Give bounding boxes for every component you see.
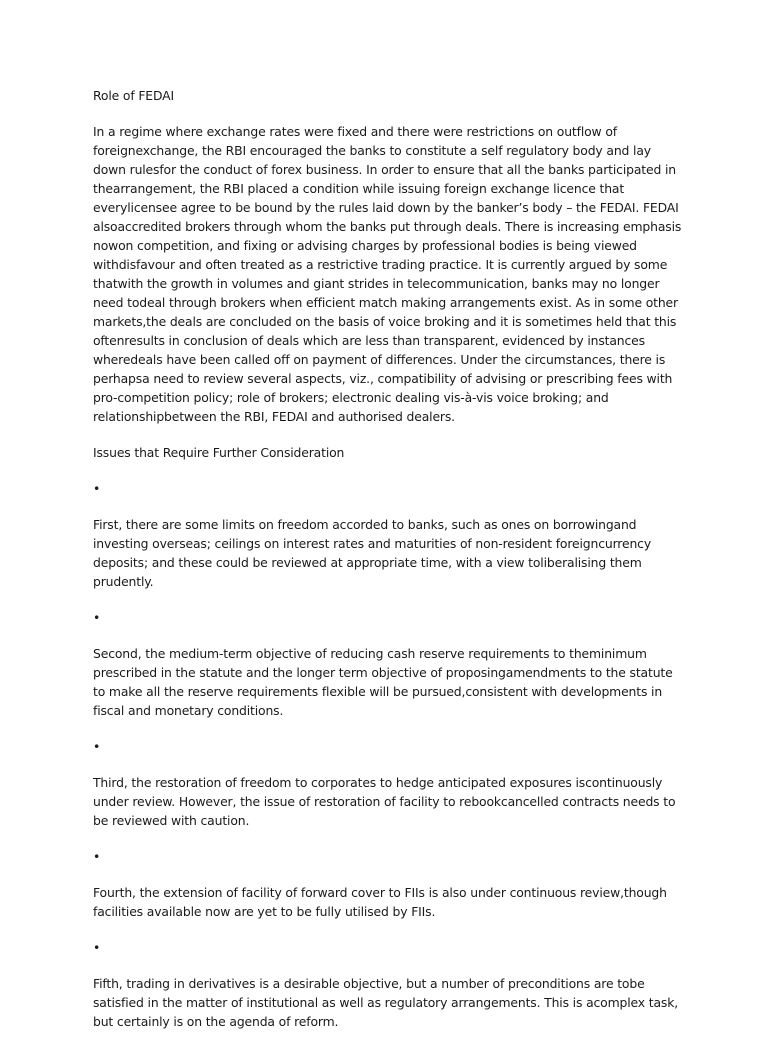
bullet-marker: • (93, 481, 101, 496)
list-item: Second, the medium-term objective of reducing cash reserve requirements to theminimum prescribed in the statute and the longer term objective of proposingamendments to the statute to make all the reserve requirements flexible will be pursued,consistent with developments in fiscal and monetary conditions. (93, 646, 673, 718)
bullet-marker: • (93, 940, 101, 955)
document-page (93, 86, 683, 1048)
document-title: Role of FEDAI (93, 88, 174, 103)
intro-paragraph: In a regime where exchange rates were fixed and there were restrictions on outflow of foreignexchange, the RBI encouraged the banks to constitute a self regulatory body and lay down rulesfor the conduct of forex business. In order to ensure that all the banks participated in thearrangement, the RBI placed a condition while issuing foreign exchange licence that everylicensee agree to be bound by the rules laid down by the banker’s body – the FEDAI. FEDAI alsoaccredited brokers through whom the banks put through deals. There is increasing emphasis nowon competition, and fixing or advising charges by professional bodies is being viewed withdisfavour and often treated as a restrictive trading practice. It is currently argued by some thatwith the growth in volumes and giant strides in telecommunication, banks may no longer need todeal through brokers when efficient match making arrangements exist. As in some other markets,the deals are concluded on the basis of voice broking and it is sometimes held that this oftenresults in conclusion of deals which are less than transparent, evidenced by instances wheredeals have been called off on payment of differences. Under the circumstances, there is perhapsa need to review several aspects, viz., compatibility of advising or prescribing fees with pro-competition policy; role of brokers; electronic dealing vis-à-vis voice broking; and relationshipbetween the RBI, FEDAI and authorised dealers. (93, 124, 682, 424)
list-item: Fifth, trading in derivatives is a desirable objective, but a number of preconditions are tobe satisfied in the matter of institutional as well as regulatory arrangements. This is acomplex task, but certainly is on the agenda of reform. (93, 976, 679, 1029)
list-item: Fourth, the extension of facility of forward cover to FIIs is also under continuous review,though facilities available now are yet to be fully utilised by FIIs. (93, 885, 667, 919)
bullet-marker: • (93, 610, 101, 625)
section-heading: Issues that Require Further Consideration (93, 445, 345, 460)
list-item: Third, the restoration of freedom to corporates to hedge anticipated exposures iscontinuously under review. However, the issue of restoration of facility to rebookcancelled contracts needs to be reviewed with caution. (93, 775, 676, 828)
bullet-marker: • (93, 849, 101, 864)
bullet-marker: • (93, 739, 101, 754)
list-item: First, there are some limits on freedom accorded to banks, such as ones on borrowingand investing overseas; ceilings on interest rates and maturities of non-resident foreigncurrency deposits; and these could be reviewed at appropriate time, with a view toliberalising them prudently. (93, 517, 652, 589)
